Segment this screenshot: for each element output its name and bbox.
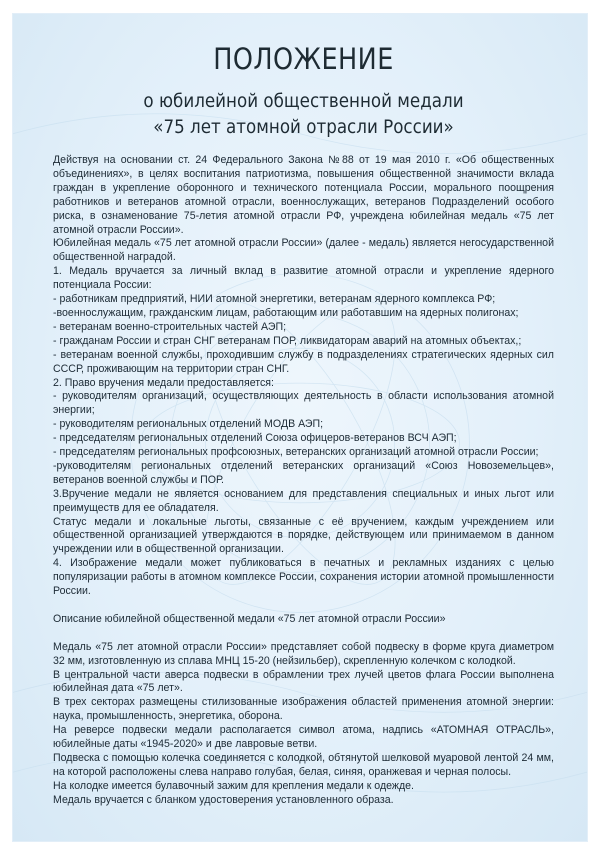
paragraph: 4. Изображение медали может публиковаться в печатных и рекламных изданиях с целью популяризации работы в атомном комплексе России, сохранения истории атомной промышленности России. [53,557,554,598]
blank-line [53,627,554,641]
paragraph: 2. Право вручения медали предоставляется: [53,376,274,389]
document-body [53,154,554,808]
paragraph: Действуя на основании ст. 24 Федерального Закона №88 от 19 мая 2010 г. «Об общественных объединениях», в целях воспитания патриотизма, повышения общественной значимости вклада граждан в укрепление оборонного и технического потенциала России, морального поощрения работников и ветеранов атомной отрасли, военнослужащих, ветеранов Подразделений особого риска, в ознаменование 75-летия атомной отрасли РФ, учреждена юбилейная медаль «75 лет атомной отрасли России». [53,154,554,236]
document-content [13,14,587,808]
subtitle-line-2: «75 лет атомной отрасли России» [153,116,454,138]
blank-line [53,599,554,613]
paragraph: - ветеранам военно-строительных частей АЭП; [53,320,287,333]
paragraph: Медаль вручается с бланком удостоверения установленного образа. [53,793,394,806]
paragraph: В трех секторах размещены стилизованные изображения областей применения атомной энергии: наука, промышленность, энергетика, оборона. [53,696,554,723]
paragraph: Юбилейная медаль «75 лет атомной отрасли России» (далее - медаль) является негосударственной общественной наградой. [53,237,554,264]
paragraph: Медаль «75 лет атомной отрасли России» представляет собой подвеску в форме круга диаметром 32 мм, изготовленную из сплава МНЦ 15-20 (нейзильбер), скрепленную колечком с колодкой. [53,640,554,667]
paragraph: - руководителям региональных отделений МОДВ АЭП; [53,418,324,431]
document-title: ПОЛОЖЕНИЕ [213,42,394,76]
paragraph: - гражданам России и стран СНГ ветеранам ПОР, ликвидаторам аварий на атомных объектах,; [53,334,522,347]
paragraph: Описание юбилейной общественной медали «75 лет атомной отрасли России» [53,612,446,625]
paragraph: - работникам предприятий, НИИ атомной энергетики, ветеранам ядерного комплекса РФ; [53,293,496,306]
paragraph: Статус медали и локальные льготы, связанные с её вручением, каждым учреждением или общественной организацией утверждаются в порядке, действующем или принимаемом в данном учреждении или в общественной организации. [53,515,554,556]
paragraph: - ветеранам военной службы, проходившим службу в подразделениях стратегических ядерных сил СССР, проживающим на территории стран СНГ. [53,348,554,375]
document-subtitle [83,88,524,140]
paragraph: 3.Вручение медали не является основанием для представления специальных и иных льгот или преимуществ для ее обладателя. [53,487,554,514]
paragraph: -военнослужащим, гражданским лицам, работающим или работавшим на ядерных полигонах; [53,306,519,319]
paragraph: В центральной части аверса подвески в обрамлении трех лучей цветов флага России выполнена юбилейная дата «75 лет». [53,668,554,695]
paragraph: Подвеска с помощью колечка соединяется с колодкой, обтянутой шелковой муаровой лентой 24 мм, на которой расположены слева направо голубая, белая, синяя, оранжевая и черная полосы. [53,751,554,778]
paragraph: - председателям региональных отделений Союза офицеров-ветеранов ВСЧ АЭП; [53,432,457,445]
paragraph: На реверсе подвески медали располагается символ атома, надпись «АТОМНАЯ ОТРАСЛЬ», юбилейные даты «1945-2020» и две лавровые ветви. [53,724,554,751]
paragraph: 1. Медаль вручается за личный вклад в развитие атомной отрасли и укрепление ядерного потенциала России: [53,265,554,292]
paragraph: - председателям региональных профсоюзных, ветеранских организаций атомной отрасли России; [53,446,539,459]
paragraph: - руководителям организаций, осуществляющих деятельность в области использования атомной энергии; [53,390,554,417]
paragraph: На колодке имеется булавочный зажим для крепления медали к одежде. [53,779,415,792]
document-sheet [12,13,588,842]
subtitle-line-1: о юбилейной общественной медали [143,90,464,112]
paragraph: -руководителям региональных отделений ветеранских организаций «Союз Новоземельцев», ветеранов военной службы и ПОР. [53,459,554,486]
